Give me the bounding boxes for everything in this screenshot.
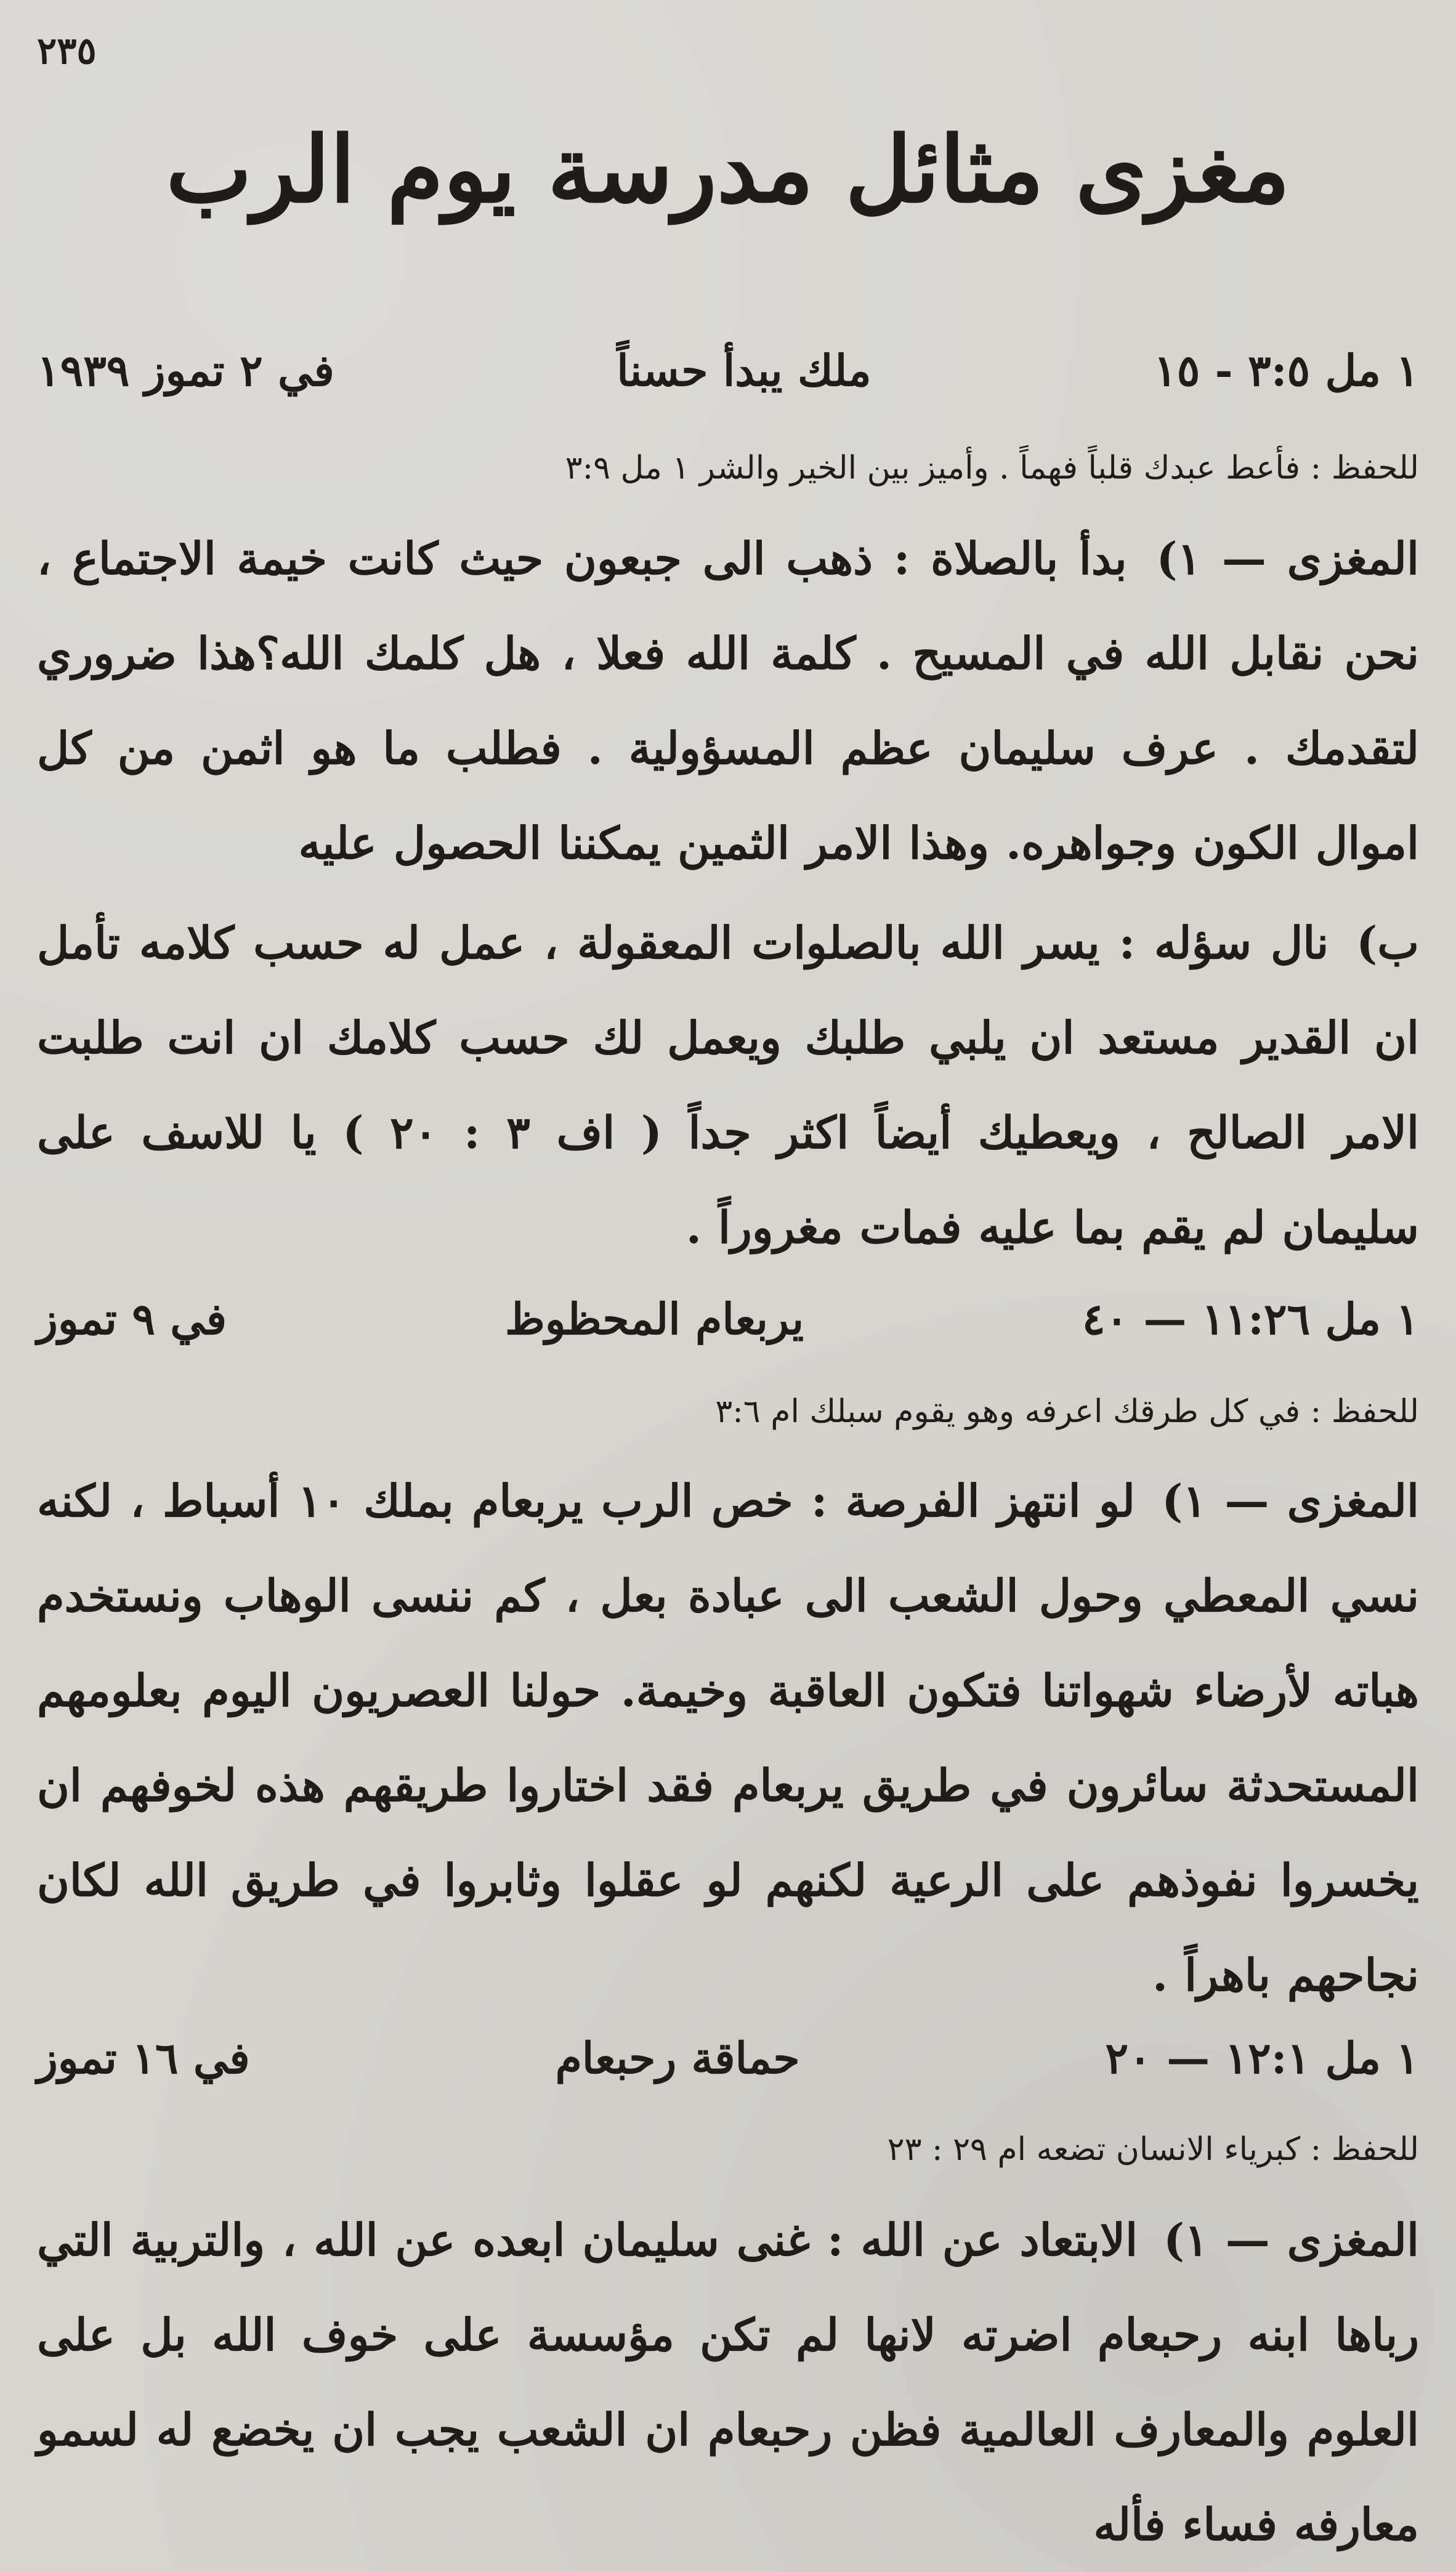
lesson-topic: ملك يبدأ حسناً bbox=[617, 345, 872, 396]
lesson-date: في ٩ تموز bbox=[37, 1293, 227, 1345]
lesson-header bbox=[37, 2032, 1419, 2084]
paragraph-text: بدأ بالصلاة : ذهب الى جبعون حيث كانت خيمة الاجتماع ، نحن نقابل الله في المسيح . كلمة الله فعلا ، هل كلمك الله؟هذا ضروري لتقدمك . عرف سليمان عظم المسؤولية . فطلب ما هو اثمن من كل اموال الكون وجواهره. وهذا الامر الثمين يمكننا الحصول عليه bbox=[37, 532, 1419, 869]
paragraph-text: نال سؤله : يسر الله بالصلوات المعقولة ، عمل له حسب كلامه تأمل ان القدير مستعد ان يلبي طلبك ويعمل لك حسب كلامك ان انت طلبت الامر الصالح ، ويعطيك أيضاً اكثر جداً ( اف ٣ : ٢٠ ) يا للاسف على سليمان لم يقم بما عليه فمات مغروراً . bbox=[37, 916, 1420, 1253]
paragraph-lead: المغزى — ١) bbox=[1156, 532, 1419, 584]
lesson-paragraph bbox=[37, 511, 1419, 891]
paragraph-text: لو انتهز الفرصة : خص الرب يربعام بملك ١٠ أسباط ، لكنه نسي المعطي وحول الشعب الى عبادة بعل ، كم ننسى الوهاب ونستخدم هباته لأرضاء شهواتنا فتكون العاقبة وخيمة. حولنا العصريون اليوم بعلومهم المستحدثة سائرون في طريق يربعام فقد اختاروا طريقهم هذه لخوفهم ان يخسروا نفوذهم على الرعية لكنهم لو عقلوا وثابروا في طريق الله لكان نجاحهم باهراً . bbox=[37, 1474, 1419, 2001]
lesson-header bbox=[37, 1293, 1419, 1345]
lesson-reference: ١ مل ١١:٢٦ — ٤٠ bbox=[1082, 1293, 1419, 1345]
lesson-reference: ١ مل ٣:٥ - ١٥ bbox=[1154, 345, 1419, 396]
lesson-reference: ١ مل ١٢:١ — ٢٠ bbox=[1105, 2032, 1419, 2084]
lesson-paragraph bbox=[37, 896, 1419, 1275]
page-number: ٢٣٥ bbox=[37, 30, 97, 73]
memorize-verse: للحفظ : فأعط عبدك قلباً فهماً . وأميز بين الخير والشر ١ مل ٣:٩ bbox=[565, 450, 1419, 487]
memorize-verse: للحفظ : كبرياء الانسان تضعه ام ٢٩ : ٢٣ bbox=[887, 2131, 1419, 2168]
lesson-paragraph bbox=[37, 2193, 1419, 2572]
paragraph-lead: ب) bbox=[1356, 916, 1420, 969]
lesson-header bbox=[37, 345, 1419, 396]
lesson-date: في ١٦ تموز bbox=[37, 2032, 250, 2084]
page-title: مغزى مثائل مدرسة يوم الرب bbox=[166, 116, 1290, 223]
memorize-verse: للحفظ : في كل طرقك اعرفه وهو يقوم سبلك ام ٣:٦ bbox=[715, 1393, 1419, 1430]
paragraph-text: الابتعاد عن الله : غنى سليمان ابعده عن الله ، والتربية التي رباها ابنه رحبعام اضرته لانها لم تكن مؤسسة على خوف الله بل على العلوم والمعارف العالمية فظن رحبعام ان الشعب يجب ان يخضع له لسمو معارفه فساء فأله bbox=[37, 2214, 1419, 2550]
lesson-date: في ٢ تموز ١٩٣٩ bbox=[37, 345, 334, 396]
paragraph-lead: المغزى — ١) bbox=[1162, 1474, 1420, 1527]
paragraph-lead: المغزى — ١) bbox=[1163, 2214, 1419, 2266]
lesson-paragraph bbox=[37, 1454, 1419, 2023]
lesson-topic: حماقة رحبعام bbox=[555, 2032, 800, 2084]
lesson-topic: يربعام المحظوظ bbox=[504, 1293, 804, 1345]
